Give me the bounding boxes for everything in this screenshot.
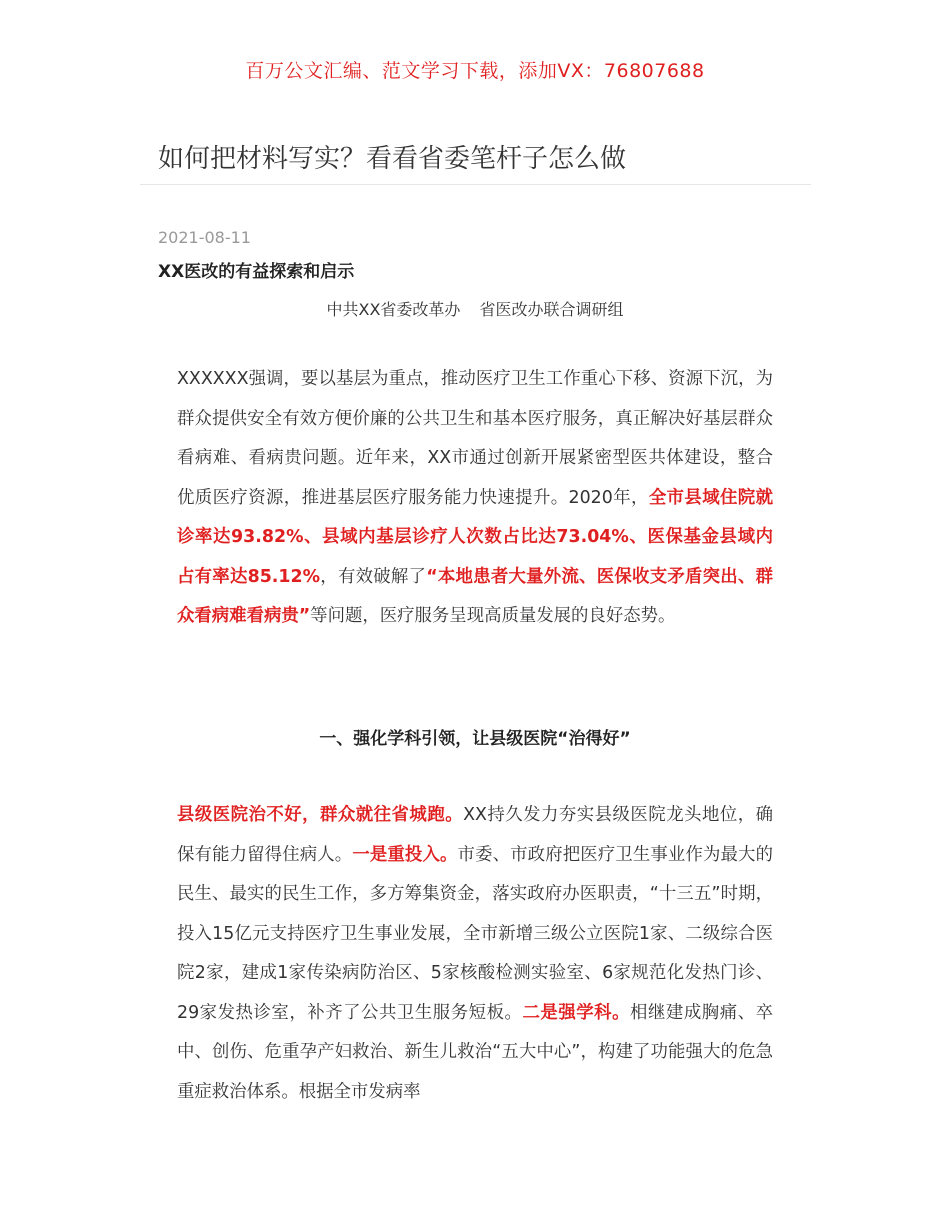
section-paragraph: [177, 796, 773, 1112]
highlight-lead: 县级医院治不好，群众就往省城跑。: [177, 805, 464, 825]
highlight-problems: “本地患者大量外流、医保收支矛盾突出、群众看病难看病贵”: [177, 566, 774, 626]
article-title: XX医改的有益探索和启示: [158, 262, 355, 282]
highlight-stats: 全市县域住院就诊率达93.82%、县域内基层诊疗人次数占比达73.04%、医保基金县域内占有率达85.12%: [177, 487, 773, 587]
highlight-point-2: 二是强学科。: [522, 1002, 631, 1023]
text-run: 相继建成胸痛、卒中、创伤、危重孕产妇救治、新生儿救治“五大中心”，构建了功能强大的危急重症救治体系。根据全市发病率: [177, 1002, 773, 1102]
section-heading: 一、强化学科引领，让县级医院“治得好”: [319, 729, 631, 749]
text-run: XX持久发力夯实县级医院龙头地位，确保有能力留得住病人。: [177, 805, 773, 865]
promo-banner: 百万公文汇编、范文学习下载，添加VX：76807688: [245, 60, 705, 82]
text-run: ，有效破解了: [320, 566, 427, 587]
byline: 中共XX省委改革办 省医改办联合调研组: [326, 300, 624, 319]
publish-date: 2021-08-11: [158, 228, 251, 247]
title-divider: [140, 184, 811, 185]
text-run: 市委、市政府把医疗卫生事业作为最大的民生、最实的民生工作，多方筹集资金，落实政府办医职责，“十三五”时期，投入15亿元支持医疗卫生事业发展，全市新增三级公立医院1家、二级综合医院2家，建成1家传染病防治区、5家核酸检测实验室、6家规范化发热门诊、29家发热诊室，补齐了公共卫生服务短板。: [177, 844, 773, 1023]
highlight-point-1: 一是重投入。: [352, 844, 458, 865]
page-title: 如何把材料写实？看看省委笔杆子怎么做: [158, 144, 627, 174]
intro-paragraph: [177, 360, 773, 637]
text-run: 等问题，医疗服务呈现高质量发展的良好态势。: [310, 606, 676, 626]
text-run: XXXXXX强调，要以基层为重点，推动医疗卫生工作重心下移、资源下沉，为群众提供安全有效方便价廉的公共卫生和基本医疗服务，真正解决好基层群众看病难、看病贵问题。近年来，XX市通过创新开展紧密型医共体建设，整合优质医疗资源，推进基层医疗服务能力快速提升。2020年，: [177, 369, 773, 508]
